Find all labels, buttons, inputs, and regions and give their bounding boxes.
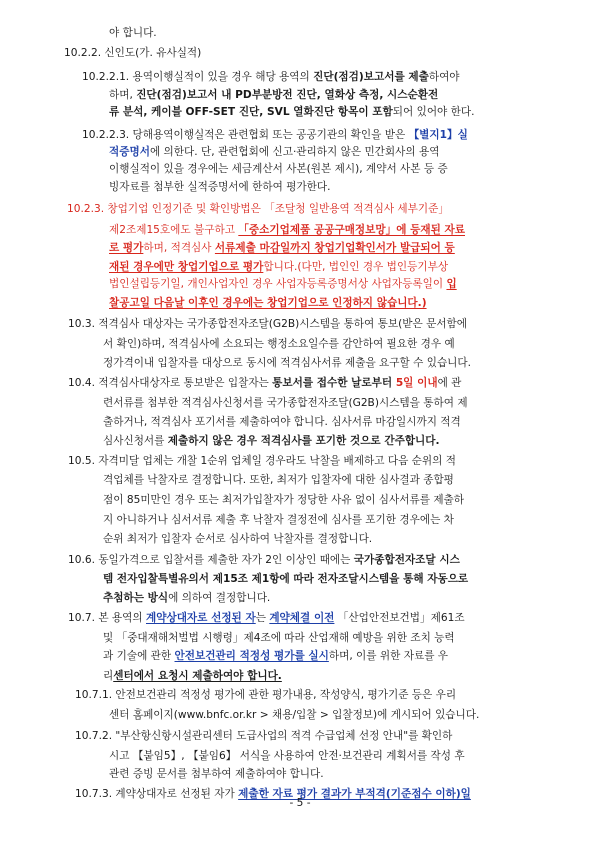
text-line: [103, 573, 468, 586]
text-run: 10.3. 적격심사 대상자는 국가종합전자조달(G2B)시스템을 통하여 통보(받은 문서함에: [68, 318, 468, 330]
text-line: [103, 416, 461, 429]
text-line: [109, 163, 448, 176]
text-run: 시고 【붙임5】, 【붙임6】 서식을 사용하여 안전·보건관리 계획서를 작성 후: [109, 750, 465, 762]
text-run: 안전보건관리 적정성 평가를 실시: [174, 650, 329, 662]
text-line: [82, 71, 460, 84]
text-run: 에 의하여 결정합니다.: [168, 592, 271, 604]
text-run: 10.5. 자격미달 업체는 개찰 1순위 업체일 경우라도 낙찰을 배제하고 다음 순위의 적: [68, 455, 456, 467]
text-run: 류 분석, 케이블 OFF-SET 진단, SVL 열화진단 항목이 포함: [109, 106, 393, 118]
text-run: 제2조제15호에도 불구하고: [109, 224, 239, 236]
text-run: 하며, 이를 위한 자료를 우: [328, 650, 449, 662]
text-run: 국가종합전자조달 시스: [353, 554, 460, 566]
text-line: [103, 474, 454, 487]
text-run: 찰공고일 다음날 이후인 경우에는 창업기업으로 인정하지 않습니다.): [109, 297, 427, 309]
text-line: [109, 709, 479, 722]
page-number: - 5 -: [289, 797, 311, 809]
text-run: 입: [446, 278, 457, 290]
text-run: 로 평가: [109, 242, 144, 254]
text-run: 진단(점검)보고서를 제출: [313, 71, 429, 83]
text-run: 법인설립등기일, 개인사업자인 경우 사업자등록증명서상 사업자등록일이: [109, 278, 447, 290]
text-run: 제출하지 않은 경우 적격심사를 포기한 것으로 간주합니다.: [167, 435, 440, 447]
text-run: 빙자료를 첨부한 실적증명서에 한하여 평가한다.: [109, 181, 331, 193]
text-run: 적증명서: [109, 146, 150, 158]
text-line: [109, 768, 324, 781]
text-run: 되어 있어야 한다.: [392, 106, 475, 118]
text-line: [109, 146, 439, 159]
text-line: [103, 650, 448, 663]
text-line: [109, 181, 331, 194]
text-run: 하여야: [428, 71, 460, 83]
text-line: [109, 89, 438, 102]
text-run: 「중소기업제품 공공구매정보망」에 등재된 자료: [238, 224, 465, 236]
text-run: 10.2.2.1. 용역이행실적이 있을 경우 해당 용역의: [82, 71, 314, 83]
text-run: 하며,: [109, 89, 137, 101]
text-run: 점이 85미만인 경우 또는 최저가입찰자가 정당한 사유 없이 심사서류를 제출하: [103, 494, 465, 506]
text-run: 10.7.1. 안전보건관리 적정성 평가에 관한 평가내용, 작성양식, 평가기준 등은 우리: [75, 689, 457, 701]
text-run: 서류제출 마감일까지 창업기업확인서가 발급되어 등: [214, 242, 455, 254]
text-line: [103, 338, 455, 351]
text-line: [109, 106, 475, 119]
text-run: 서 확인)하며, 적격심사에 소요되는 행정소요일수를 감안하여 필요한 경우 예: [103, 338, 455, 350]
text-run: 는: [255, 612, 270, 624]
text-run: 10.2.2.3. 당해용역이행실적은 관련협회 또는 공공기관의 확인을 받은: [82, 129, 409, 141]
text-run: 10.7.2. "부산항신항시설관리센터 도급사업의 적격 수급업체 선정 안내"를 확인하: [75, 730, 453, 742]
text-line: [103, 357, 471, 370]
text-run: 「산업안전보건법」제61조: [334, 612, 465, 624]
text-line: [68, 554, 460, 567]
text-line: [68, 377, 461, 390]
text-run: 야 합니다.: [109, 27, 157, 39]
text-run: 출하거나, 적격심사 포기서를 제출하여야 합니다. 심사서류 마감일시까지 적격: [103, 416, 461, 428]
text-line: [109, 261, 448, 274]
text-line: [109, 750, 465, 763]
text-line: [103, 397, 468, 410]
text-run: 10.7.3. 계약상대자로 선정된 자가: [75, 788, 239, 800]
text-line: [103, 514, 454, 527]
text-run: 관련 증빙 문서를 첨부하여 제출하여야 합니다.: [109, 768, 324, 780]
text-run: 정가격이내 입찰자를 대상으로 동시에 적격심사서류 제출을 요구할 수 있습니다.: [103, 357, 472, 369]
text-run: 【별지1】실: [408, 129, 468, 141]
text-run: 에 관: [437, 377, 462, 389]
text-run: 템 전자입찰특별유의서 제15조 제1항에 따라 전자조달시스템을 통해 자동으로: [103, 573, 469, 585]
text-line: [68, 612, 465, 625]
text-line: [103, 435, 440, 448]
text-run: 센터에서 요청시 제출하여야 합니다.: [113, 670, 282, 682]
text-line: [109, 278, 457, 291]
text-line: [109, 224, 465, 237]
text-line: [103, 494, 464, 507]
text-run: 5일 이내: [395, 377, 438, 389]
text-line: [109, 297, 427, 310]
text-run: 센터 홈페이지(www.bnfc.or.kr > 채용/입찰 > 입찰정보)에 게시되어 있습니다.: [109, 709, 480, 721]
text-run: 과 기술에 관한: [103, 650, 175, 662]
text-run: 10.2.3. 창업기업 인정기준 및 확인방법은 「조달청 일반용역 적격심사 세부기준」: [67, 203, 449, 215]
text-run: 순위 최저가 입찰자 순서로 심사하여 낙찰자를 결정합니다.: [103, 533, 373, 545]
text-line: [103, 592, 270, 605]
text-line: [75, 730, 452, 743]
text-run: 계약상대자로 선정된 자: [146, 612, 256, 624]
text-line: [75, 689, 456, 702]
text-run: 제출한 자료 평가 결과가 부적격(기준점수 이하)일: [238, 788, 471, 800]
text-line: [82, 129, 468, 142]
text-run: 련서류를 첨부한 적격심사신청서를 국가종합전자조달(G2B)시스템을 통하여 제: [103, 397, 468, 409]
text-run: 10.7. 본 용역의: [68, 612, 146, 624]
text-line: [64, 47, 201, 60]
text-line: [109, 27, 157, 40]
text-run: 심사신청서를: [103, 435, 168, 447]
text-run: 지 아니하거나 심서서류 제출 후 낙찰자 결정전에 심사를 포기한 경우에는 차: [103, 514, 454, 526]
text-line: [103, 670, 282, 683]
text-run: 통보서를 접수한 날로부터: [272, 377, 396, 389]
text-run: 10.4. 적격심사대상자로 통보받은 입찰자는: [68, 377, 273, 389]
text-run: 에 의한다. 단, 관련협회에 신고·관리하지 않은 민간회사의 용역: [149, 146, 440, 158]
text-line: [103, 632, 455, 645]
text-run: 격업체를 낙찰자로 결정합니다. 또한, 최저가 입찰자에 대한 심사결과 종합평: [103, 474, 454, 486]
text-line: [103, 533, 372, 546]
text-run: 10.6. 동일가격으로 입찰서를 제출한 자가 2인 이상인 때에는: [68, 554, 354, 566]
text-line: [67, 203, 449, 216]
text-run: 추첨하는 방식: [103, 592, 169, 604]
text-line: [68, 318, 467, 331]
text-run: 및 「중대재해처벌법 시행령」제4조에 따라 산업재해 예방을 위한 조치 능력: [103, 632, 455, 644]
text-run: 하며, 적격심사: [143, 242, 215, 254]
text-run: 계약체결 이전: [269, 612, 335, 624]
text-line: [68, 455, 456, 468]
text-run: 진단(점검)보고서 내 PD부분방전 진단, 열화상 측정, 시스순환전: [136, 89, 439, 101]
text-run: 10.2.2. 신인도(가. 유사실적): [64, 47, 202, 59]
text-run: 재된 경우에만 창업기업으로 평가: [109, 261, 264, 273]
text-run: 리: [103, 670, 114, 682]
text-run: 합니다.(다만, 법인인 경우 법인등기부상: [263, 261, 449, 273]
text-run: 이행실적이 있을 경우에는 세금계산서 사본(원본 제시), 계약서 사본 등 증: [109, 163, 448, 175]
text-line: [109, 242, 455, 255]
